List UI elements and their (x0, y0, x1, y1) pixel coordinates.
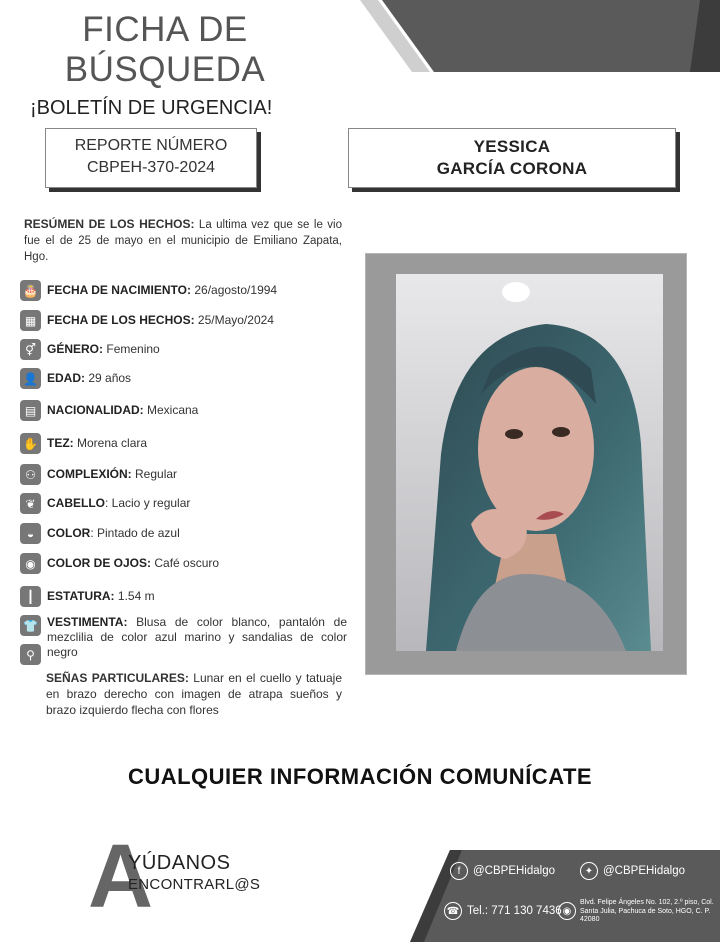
summary-text: La ultima vez que se le vio fue el de 25 de mayo en el municipio de Emiliano Zapata, Hgo. (24, 219, 342, 263)
field-label: GÉNERO: (47, 342, 104, 356)
field-gender (20, 339, 160, 360)
field-value: 1.54 m (117, 589, 155, 603)
magnifier-icon: ⚲ (20, 644, 41, 665)
title-line-1: FICHA DE (82, 10, 248, 49)
field-value: Regular (135, 467, 178, 481)
report-label: REPORTE NÚMERO (74, 137, 228, 154)
field-build (20, 464, 177, 485)
field-value: Morena clara (77, 436, 148, 450)
summary-label: RESÚMEN DE LOS HECHOS: (24, 217, 195, 231)
facebook-handle: @CBPEHidalgo (473, 865, 555, 877)
field-value: : Pintado de azul (90, 526, 180, 540)
magnifier-row (20, 644, 47, 665)
logo-line-1: YÚDANOS (128, 852, 231, 874)
field-value: Blusa de color blanco, pantalón de mezclilia de color azul marino y sandalias de color negro (47, 615, 347, 659)
marks-text: Lunar en el cuello y tatuaje en brazo derecho con imagen de atrapa sueños y brazo izquierdo flecha con flores (46, 671, 342, 717)
calendar-icon: ▦ (20, 310, 41, 331)
phone-number: Tel.: 771 130 7436 (467, 905, 562, 917)
field-label: NACIONALIDAD: (47, 403, 144, 417)
field-label: EDAD: (47, 371, 85, 385)
clothing-icon: 👕 (20, 615, 41, 636)
person-name-box (348, 128, 676, 188)
skin-icon: ✋ (20, 433, 41, 454)
hair-color-icon: ◒ (20, 523, 41, 544)
gender-icon: ⚥ (20, 339, 41, 360)
logo (88, 827, 288, 927)
field-label: TEZ: (47, 436, 74, 450)
eye-icon: ◉ (20, 553, 41, 574)
urgency-banner: ¡BOLETÍN DE URGENCIA! (30, 97, 273, 119)
logo-line-2: ENCONTRARL@S (128, 876, 261, 893)
field-label: VESTIMENTA: (47, 615, 128, 629)
field-eye-color (20, 553, 219, 574)
twitter-link[interactable] (580, 862, 685, 880)
body-icon: ⚇ (20, 464, 41, 485)
cake-icon: 🎂 (20, 280, 41, 301)
field-value: Femenino (106, 342, 160, 356)
field-label: COMPLEXIÓN: (47, 467, 132, 481)
address: Blvd. Felipe Ángeles No. 102, 2.º piso, Col. Santa Julia, Pachuca de Soto, HGO, C. P. 42080 (580, 899, 714, 923)
person-photo (396, 274, 663, 651)
field-value: Mexicana (147, 403, 199, 417)
field-value: 25/Mayo/2024 (197, 313, 274, 327)
twitter-handle: @CBPEHidalgo (603, 865, 685, 877)
field-hair-color (20, 523, 180, 544)
person-last-name: GARCÍA CORONA (436, 159, 588, 178)
contact-footer (410, 850, 720, 942)
distinguishing-marks (46, 670, 342, 718)
field-label: CABELLO (47, 496, 105, 510)
field-label: ESTATURA: (47, 589, 115, 603)
age-icon: 👤 (20, 368, 41, 389)
id-card-icon: ▤ (20, 400, 41, 421)
field-label: COLOR (47, 526, 91, 540)
field-value: 29 años (88, 371, 132, 385)
location-pin (558, 902, 581, 920)
header-decoration (360, 0, 720, 72)
field-label: FECHA DE NACIMIENTO: (47, 283, 191, 297)
report-box (45, 128, 257, 188)
field-value: : Lacio y regular (105, 496, 191, 510)
field-nationality (20, 400, 198, 421)
location-icon: ◉ (558, 902, 576, 920)
field-age (20, 368, 131, 389)
logo-letter: A (88, 827, 153, 927)
facebook-link[interactable] (450, 862, 555, 880)
call-to-action: CUALQUIER INFORMACIÓN COMUNÍCATE (127, 764, 593, 789)
facebook-icon: f (450, 862, 468, 880)
field-event-date (20, 310, 274, 331)
phone-icon: ☎ (444, 902, 462, 920)
height-icon: ┃ (20, 586, 41, 607)
phone-link[interactable] (444, 902, 562, 920)
field-clothing (20, 615, 347, 660)
page-title (50, 10, 280, 90)
photo-frame (366, 254, 686, 674)
field-label: FECHA DE LOS HECHOS: (47, 313, 195, 327)
summary (24, 216, 342, 265)
field-height (20, 586, 155, 607)
twitter-icon: ✦ (580, 862, 598, 880)
field-birthdate (20, 280, 277, 301)
marks-label: SEÑAS PARTICULARES: (46, 671, 189, 685)
field-label: COLOR DE OJOS: (47, 556, 152, 570)
field-value: 26/agosto/1994 (194, 283, 278, 297)
field-hair (20, 493, 190, 514)
hair-icon: ❦ (20, 493, 41, 514)
person-first-name: YESSICA (473, 137, 551, 156)
report-number: CBPEH-370-2024 (86, 159, 216, 176)
field-skin-tone (20, 433, 147, 454)
field-value: Café oscuro (154, 556, 220, 570)
title-line-2: BÚSQUEDA (64, 50, 266, 89)
